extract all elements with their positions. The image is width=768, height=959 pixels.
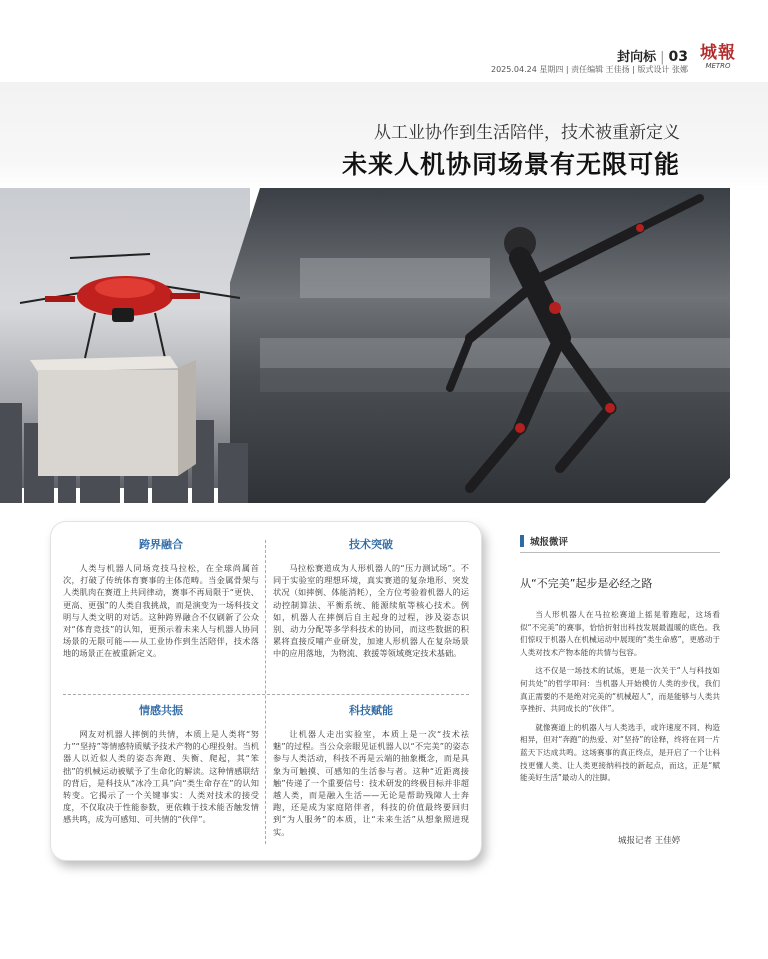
newspaper-logo	[696, 44, 740, 74]
section-name: 封向标	[617, 50, 657, 65]
section-breakthrough	[273, 536, 469, 660]
section-text: 网友对机器人摔倒的共情，本质上是人类将“努力”“坚持”等情感特质赋予技术产物的心理投射。当机器人以近似人类的姿态奔跑、失衡、爬起，其“笨拙”的机械运动被赋予了生命化的解读。这种情感联结的背后，是科技从“冰冷工具”向“类生命存在”的认知转变。它揭示了一个关键事实：人类对技术的接受度，不仅取决于性能参数，更依赖于技术能否触发情感共鸣，成为可感知、可共情的“伙伴”。	[63, 729, 259, 825]
section-empathy	[63, 702, 259, 826]
commentary-paragraph: 就像赛道上的机器人与人类选手，或许速度不同、构造相异，但对“奔跑”的热爱、对“坚持”的诠释，终将在同一片蓝天下达成共鸣。这场赛事的真正终点，是开启了一个让科技更懂人类、让人类更接纳科技的新起点，而这，正是“赋能美好生活”最动人的注脚。	[520, 722, 720, 783]
hero-illustration	[0, 188, 768, 503]
section-empowerment	[273, 702, 469, 838]
commentary-paragraph: 这不仅是一场技术的试炼，更是一次关于“人与科技如何共处”的哲学叩问：当机器人开始模仿人类的步伐，我们真正需要的不是绝对完美的“机械超人”，而是能够与人类共享挫折、共同成长的“伙伴”。	[520, 666, 720, 714]
section-title: 技术突破	[349, 538, 393, 551]
commentary-paragraph: 当人形机器人在马拉松赛道上摇晃着跑起，这场看似“不完美”的赛事，恰恰折射出科技发展最温暖的底色。我们惊叹于机器人在机械运动中展现的“类生命感”，更感动于人类对技术产物本能的共情与包容。	[520, 610, 720, 657]
horizontal-divider	[63, 694, 469, 695]
tag-bar-icon	[520, 535, 524, 547]
section-title: 科技赋能	[349, 704, 393, 717]
byline: 城报记者 王佳婷	[618, 836, 681, 846]
section-title: 情感共振	[139, 704, 183, 717]
commentary-title: 从“不完美”起步是必经之路	[520, 577, 653, 590]
section-crossover	[63, 536, 259, 660]
vertical-divider	[265, 540, 266, 844]
article-body-panel	[50, 521, 482, 861]
dateline: 2025.04.24 星期四 | 责任编辑 王佳扬 | 版式设计 张娜	[491, 65, 688, 74]
package-box	[30, 356, 196, 476]
masthead: 封向标 | 03	[617, 49, 688, 65]
logo-text: 城報	[700, 43, 736, 63]
stadium	[260, 258, 730, 392]
logo-subtext: METRO	[705, 62, 731, 70]
section-title: 跨界融合	[139, 538, 183, 551]
page-header	[0, 0, 768, 80]
section-text: 人类与机器人同场竞技马拉松，在全球尚属首次，打破了传统体育赛事的主体范畴。当金属骨架与人类肌肉在赛道上共同律动，赛事不再局限于“更快、更高、更强”的人类自我挑战，而是演变为一场科技文明与人类文明的对话。这种跨界融合不仅刷新了公众对“体育竞技”的认知，更预示着未来人与机器人协同场景的无限可能——从工业协作到生活陪伴，技术落地的场景正在被重新定义。	[63, 563, 259, 659]
commentary-tag	[520, 534, 720, 553]
article-headline: 未来人机协同场景有无限可能	[341, 150, 680, 179]
drone	[20, 254, 240, 358]
article-subtitle: 从工业协作到生活陪伴，技术被重新定义	[374, 123, 680, 143]
commentary-text	[520, 609, 720, 785]
hero-image	[0, 188, 768, 503]
section-text: 马拉松赛道成为人形机器人的“压力测试场”。不同于实验室的理想环境，真实赛道的复杂地形、突发状况（如摔倒、体能消耗），全方位考验着机器人的运动控制算法、平衡系统、能源续航等核心技术。例如，机器人在摔倒后自主起身的过程，涉及姿态识别、动力分配等多学科技术的协同，而这些数据的积累将直接反哺产业研发，加速人形机器人在复杂场景中的应用落地，为物流、救援等领域奠定技术基础。	[273, 563, 469, 659]
page-number: 03	[668, 49, 688, 65]
section-text: 让机器人走出实验室，本质上是一次“技术祛魅”的过程。当公众亲眼见证机器人以“不完美”的姿态参与人类活动，科技不再是云端的抽象概念，而是具象为可触摸、可感知的生活参与者。这种“近距离接触”传递了一个重要信号：技术研发的终极目标并非超越人类，而是融入生活——无论是帮助残障人士奔跑，还是成为家庭陪伴者，科技的价值最终要回归到“为人服务”的本质，让“未来生活”从想象照进现实。	[273, 729, 469, 837]
commentary-column	[520, 534, 720, 791]
commentary-tag-label: 城报微评	[530, 537, 569, 548]
